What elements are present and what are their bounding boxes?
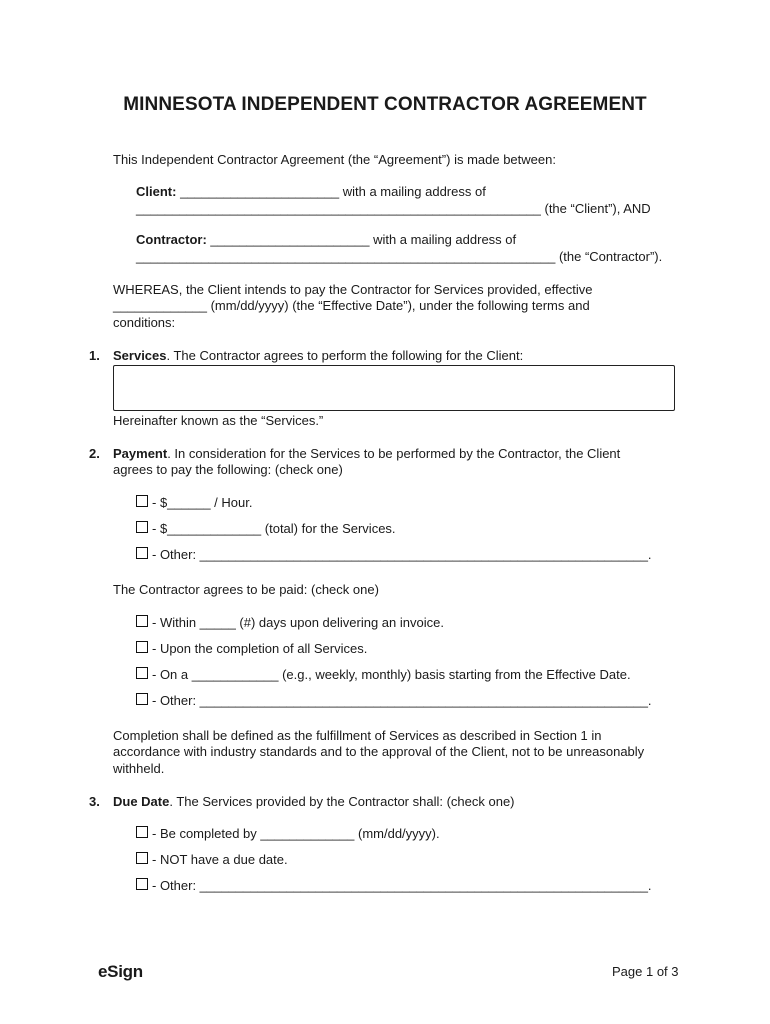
payment-other-label: - Other: ______________________________________________________________. [152, 547, 652, 562]
section-3-text: . The Services provided by the Contractor shall: (check one) [169, 794, 515, 809]
section-2-number: 2. [89, 446, 100, 461]
esign-logo: eSign [98, 962, 143, 981]
page-number: Page 1 of 3 [612, 964, 679, 979]
paid-basis-checkbox[interactable] [136, 667, 148, 679]
payment-total-checkbox[interactable] [136, 521, 148, 533]
due-date-label: - Be completed by _____________ (mm/dd/yyyy). [152, 826, 440, 841]
client-label: Client: [136, 184, 177, 199]
client-line-1 [136, 184, 486, 201]
whereas-line-2[interactable]: _____________ (mm/dd/yyyy) (the “Effective Date”), under the following terms and [113, 298, 590, 313]
section-2-heading: Payment [113, 446, 168, 461]
paid-completion-label: - Upon the completion of all Services. [152, 641, 368, 656]
paid-completion-checkbox[interactable] [136, 641, 148, 653]
client-address-field[interactable]: ________________________________________________________ (the “Client”), AND [136, 201, 651, 216]
paid-other-checkbox[interactable] [136, 693, 148, 705]
whereas-line-3: conditions: [113, 315, 176, 330]
paid-other-label: - Other: ______________________________________________________________. [152, 693, 652, 708]
section-3-heading: Due Date [113, 794, 170, 809]
paid-basis-label: - On a ____________ (e.g., weekly, monthly) basis starting from the Effective Date. [152, 667, 631, 682]
paid-within-checkbox[interactable] [136, 615, 148, 627]
no-due-date-checkbox[interactable] [136, 852, 148, 864]
contractor-address-field[interactable]: __________________________________________________________ (the “Contractor”). [136, 249, 663, 264]
client-name-field[interactable]: ______________________ with a mailing address of [176, 184, 486, 199]
section-2-text-1: . In consideration for the Services to be performed by the Contractor, the Client [167, 446, 621, 461]
payment-other-checkbox[interactable] [136, 547, 148, 559]
section-1-heading: Services [113, 348, 167, 363]
payment-hourly-label: - $______ / Hour. [152, 495, 253, 510]
section-3-number: 3. [89, 794, 100, 809]
paid-intro: The Contractor agrees to be paid: (check one) [113, 582, 379, 597]
section-1-text: . The Contractor agrees to perform the following for the Client: [166, 348, 524, 363]
due-other-checkbox[interactable] [136, 878, 148, 890]
whereas-line-1: WHEREAS, the Client intends to pay the Contractor for Services provided, effective [113, 282, 593, 297]
contractor-line-1 [136, 232, 516, 249]
section-2-paragraph [113, 446, 620, 463]
contractor-label: Contractor: [136, 232, 207, 247]
section-1-number: 1. [89, 348, 100, 363]
services-input-box[interactable] [113, 365, 675, 411]
due-other-label: - Other: ______________________________________________________________. [152, 878, 652, 893]
paid-within-label: - Within _____ (#) days upon delivering an invoice. [152, 615, 444, 630]
no-due-date-label: - NOT have a due date. [152, 852, 288, 867]
section-1-paragraph [113, 348, 523, 365]
section-2-text-2: agrees to pay the following: (check one) [113, 462, 343, 477]
contractor-name-field[interactable]: ______________________ with a mailing address of [206, 232, 517, 247]
completion-line-1: Completion shall be defined as the fulfillment of Services as described in Section 1 in [113, 728, 602, 743]
completion-line-3: withheld. [113, 761, 165, 776]
payment-total-label: - $_____________ (total) for the Services. [152, 521, 396, 536]
section-3-paragraph [113, 794, 515, 811]
section-1-after: Hereinafter known as the “Services.” [113, 413, 324, 428]
due-date-checkbox[interactable] [136, 826, 148, 838]
intro-text: This Independent Contractor Agreement (the “Agreement”) is made between: [113, 152, 556, 167]
document-title: MINNESOTA INDEPENDENT CONTRACTOR AGREEMENT [123, 94, 647, 115]
payment-hourly-checkbox[interactable] [136, 495, 148, 507]
completion-line-2: accordance with industry standards and to the approval of the Client, not to be unreasonably [113, 744, 645, 759]
